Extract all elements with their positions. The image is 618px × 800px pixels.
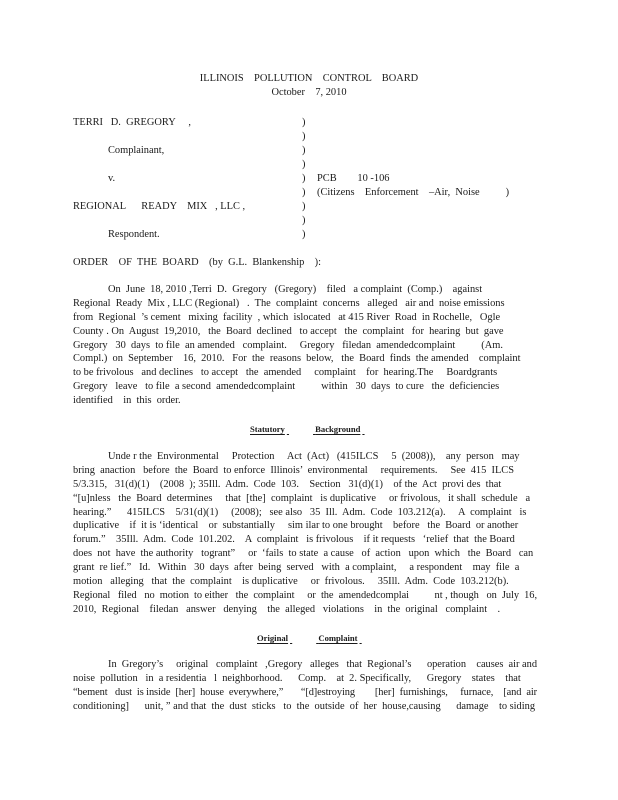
paragraph-line: Gregory leave to file a second amendedcomplaint within 30 days to cure the deficiencies [73,381,500,393]
caption-paren: ) [302,131,306,142]
agency-title: ILLINOIS POLLUTION CONTROL BOARD [199,73,419,84]
paragraph-line: identified in this order. [73,395,181,407]
order-line: ORDER OF THE BOARD (by G.L. Blankenship ): [73,257,322,268]
paragraph-line: grant re lief.” Id. Within 30 days after being served with a complaint, a respondent may file a [73,562,520,574]
caption-paren: ) [302,187,306,198]
paragraph-line: Regional Ready Mix , LLC (Regional) . The complaint concerns alleged air and noise emissions [73,297,505,309]
paragraph-statutory [73,450,537,617]
paragraph-line: forum.” 35Ill. Adm. Code 101.202. A complaint is frivolous if it requests ‘relief that the Board [73,534,515,546]
versus-label: v. [108,173,116,184]
complainant-name: TERRI D. GREGORY , [73,117,191,128]
paragraph-line: On June 18, 2010 ,Terri D. Gregory (Gregory) filed a complaint (Comp.) against [108,284,483,295]
heading-word: Complaint [318,633,358,643]
case-number: PCB 10 -106 [317,173,390,184]
caption-paren: ) [302,173,306,184]
paragraph-intro [73,283,537,408]
paragraph-line: to be frivolous and declines to accept the amended complaint for hearing.The Boardgrants [73,367,498,379]
heading-word: Background [315,424,361,434]
paragraph-line: Unde r the Environmental Protection Act (Act) (415ILCS 5 (2008)), any person may [108,451,520,462]
caption-paren: ) [302,145,306,156]
caption-paren: ) [302,159,306,170]
paragraph-line: duplicative if it is ‘identical or substantially sim ilar to one brought before the Board or another [73,520,519,532]
complainant-role: Complainant, [108,145,165,156]
paragraph-line: Gregory 30 days to file an amended complaint. Gregory filedan amendedcomplaint (Am. [73,339,503,351]
paragraph-line: County . On August 19,2010, the Board declined to accept the complaint for hearing but gave [73,325,504,337]
paragraph-line: conditioning] unit, ” and that the dust sticks to the outside of her house,causing damage to siding [73,700,536,712]
paragraph-line: In Gregory’s original complaint ,Gregory alleges that Regional’s operation causes air and [108,659,537,670]
respondent-name: REGIONAL READY MIX , LLC , [73,201,246,212]
case-type: (Citizens Enforcement –Air, Noise ) [317,187,510,198]
caption-paren: ) [302,201,306,212]
paragraph-line: “bement dust is inside [her] house everywhere,” “[d]estroying [her] furnishings, furnace, [and air [73,686,537,698]
paragraph-line: Regional filed no motion to either the complaint or the amendedcomplai nt , though on July 16, [73,589,537,601]
paragraph-line: motion alleging that the complaint is duplicative or frivolous. 35Ill. Adm. Code 103.212(b). [73,576,509,588]
paragraph-line: 5/3.315, 31(d)(1) (2008 ); 35Ill. Adm. Code 103. Section 31(d)(1) of the Act provi des that [73,478,502,490]
paragraph-original-complaint [73,658,537,714]
respondent-role: Respondent. [108,229,160,240]
order-date: October 7, 2010 [271,87,347,98]
heading-word: Statutory [250,424,285,434]
section-heading-original-complaint [257,632,390,646]
paragraph-line: “[u]nless the Board determines that [the] complaint is duplicative or frivolous, it shall schedule a [73,492,531,504]
paragraph-line: 2010, Regional filedan answer denying the alleged violations in the original complaint . [73,603,501,615]
heading-word: Original [257,633,289,643]
paragraph-line: hearing.” 415ILCS 5/31(d)(1) (2008); see also 35 Ill. Adm. Code 103.212(a). A complaint is [73,506,527,518]
paragraph-line: from Regional ’s cement mixing facility , which islocated at 415 River Road in Rochelle, Ogle [73,311,501,323]
paragraph-line: does not have the authority togrant” or ‘fails to state a cause of action upon which the Board can [73,548,534,560]
paragraph-line: bring anaction before the Board to enforce Illinois’ environmental requirements. See 415 ILCS [73,464,514,476]
caption-paren: ) [302,215,306,226]
section-heading-statutory-background [250,423,393,437]
paragraph-line: Compl.) on September 16, 2010. For the reasons below, the Board finds the amended complaint [73,353,521,365]
caption-paren: ) [302,229,306,240]
caption-paren: ) [302,117,306,128]
paragraph-line: noise pollution in a residentia l neighborhood. Comp. at 2. Specifically, Gregory states that [73,672,521,684]
